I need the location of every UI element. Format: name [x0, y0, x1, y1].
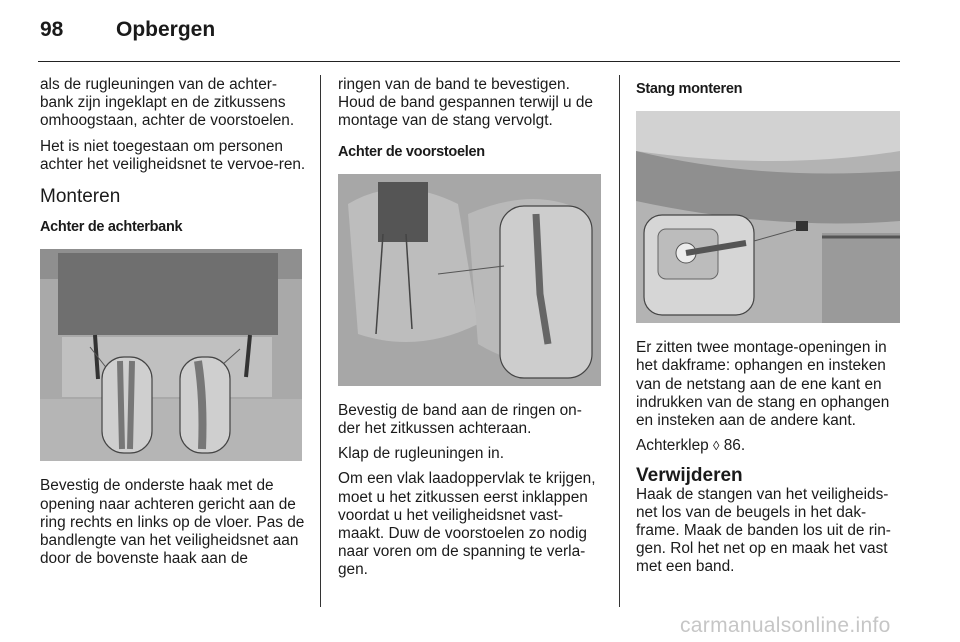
paragraph: als de rugleuningen van de achter-bank zijn ingeklapt en de zitkussens omhoogstaan, achter de voorstoelen.: [40, 76, 295, 130]
page-number: 98: [40, 18, 64, 41]
reference-page: 86.: [723, 437, 746, 455]
paragraph: Er zitten twee montage-openingen in het dakframe: ophangen en insteken van de netstang aan de ene kant en indrukken van de stang en ophangen en insteken aan de andere kant.: [636, 339, 890, 430]
column-3: [636, 76, 904, 584]
section-heading-monteren: Monteren: [40, 186, 121, 208]
paragraph: ringen van de band te bevestigen. Houd de band gespannen terwijl u de montage van de stang vervolgt.: [338, 76, 593, 130]
figure-stang-monteren: [636, 111, 900, 323]
page-header: [0, 0, 960, 62]
reference-arrow-icon: ◊: [713, 438, 720, 454]
paragraph: Klap de rugleuningen in.: [338, 445, 505, 463]
column-divider-1: [320, 75, 321, 607]
header-rule: [38, 61, 900, 62]
section-heading-verwijderen: Verwijderen: [636, 465, 743, 487]
page-reference[interactable]: [636, 437, 904, 455]
watermark: carmanualsonline.info: [680, 614, 891, 637]
figure-achterbank: [40, 249, 302, 461]
column-2: [338, 76, 604, 587]
figure-voorstoelen: [338, 174, 601, 386]
reference-text: Achterklep: [636, 437, 709, 455]
subheading-achterbank: Achter de achterbank: [40, 219, 183, 236]
column-1: [40, 76, 308, 575]
paragraph: Het is niet toegestaan om personen achter het veiligheidsnet te vervoe-ren.: [40, 137, 306, 173]
paragraph: Bevestig de onderste haak met de opening naar achteren gericht aan de ring rechts en links op de vloer. Pas de bandlengte van het veiligheidsnet aan door de bovenste haak aan de: [40, 477, 305, 568]
column-divider-2: [619, 75, 620, 607]
subheading-voorstoelen: Achter de voorstoelen: [338, 143, 485, 160]
paragraph: Haak de stangen van het veiligheids-net los van de beugels in het dak-frame. Maak de banden los uit de rin-gen. Rol het net op en maak het vast met een band.: [636, 485, 891, 576]
subheading-stang-monteren: Stang monteren: [636, 81, 743, 97]
paragraph: Bevestig de band aan de ringen on-der het zitkussen achteraan.: [338, 401, 582, 438]
page-title: Opbergen: [116, 18, 216, 41]
paragraph: Om een vlak laadoppervlak te krijgen, moet u het zitkussen eerst inklappen voordat u het veiligheidsnet vast-maakt. Duw de voorstoelen zo nodig naar voren om de spanning te verla-gen.: [338, 470, 596, 579]
